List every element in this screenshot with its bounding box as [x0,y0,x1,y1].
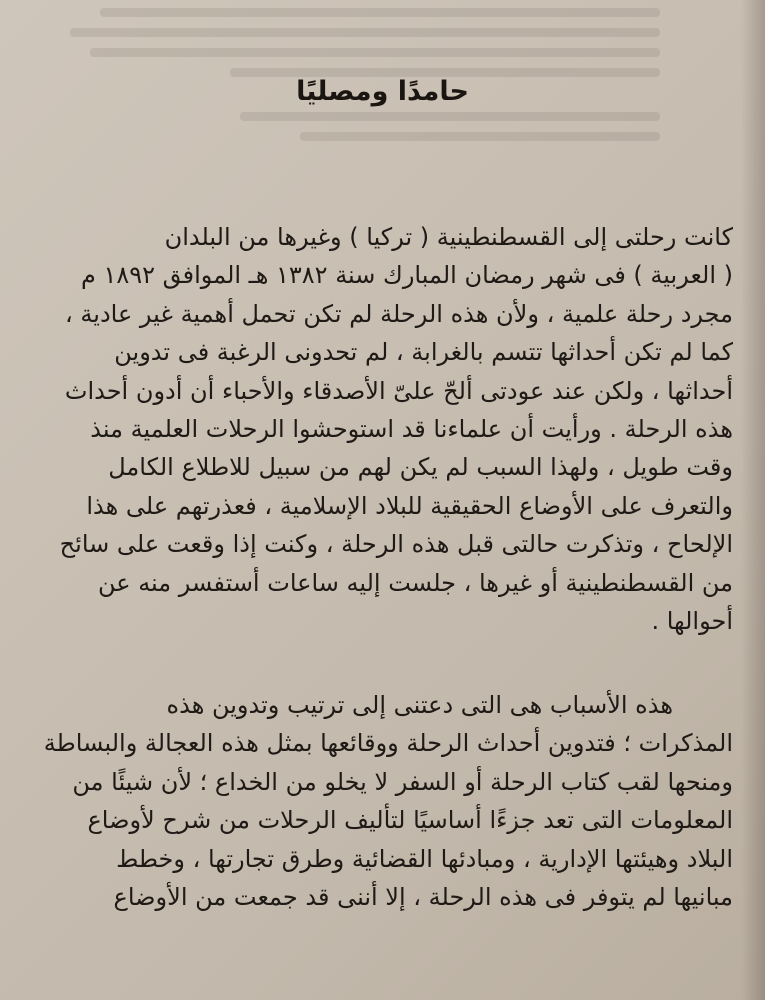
text-line: مجرد رحلة علمية ، ولأن هذه الرحلة لم تكن تحمل أهمية غير عادية ، [65,299,733,328]
text-line: من القسطنطينية أو غيرها ، جلست إليه ساعات أستفسر منه عن [97,568,733,597]
paragraph-1 [43,218,733,640]
bleed-line [240,112,660,121]
text-line: كانت رحلتى إلى القسطنطينية ( تركيا ) وغيرها من البلدان [164,223,733,251]
text-line: هذه الرحلة . ورأيت أن علماءنا قد استوحشوا الرحلات العلمية منذ [90,414,733,443]
bleed-line [300,132,660,141]
text-line: ( العربية ) فى شهر رمضان المبارك سنة ١٣٨٢ هـ الموافق ١٨٩٢ م [80,261,733,290]
text-line: البلاد وهيئتها الإدارية ، ومبادئها القضائية وطرق تجارتها ، وخطط [116,844,733,873]
text-line: الإلحاح ، وتذكرت حالتى قبل هذه الرحلة ، وكنت إذا وقعت على سائح [59,530,733,559]
text-line: هذه الأسباب هى التى دعتنى إلى ترتيب وتدوين هذه [166,691,673,719]
text-line: وقت طويل ، ولهذا السبب لم يكن لهم من سبيل للاطلاع الكامل [108,453,733,482]
text-line: ومنحها لقب كتاب الرحلة أو السفر لا يخلو من الخداع ؛ لأن شيئًا من [72,767,733,796]
bleed-line [70,28,660,37]
page-heading: حامدًا ومصليًا [296,76,469,107]
text-line: المعلومات التى تعد جزءًا أساسيًا لتأليف الرحلات من شرح لأوضاع [87,806,733,835]
bleed-through-text [60,0,660,150]
text-line: والتعرف على الأوضاع الحقيقية للبلاد الإسلامية ، فعذرتهم على هذا [86,491,733,520]
text-line: مبانيها لم يتوفر فى هذه الرحلة ، إلا أننى قد جمعت من الأوضاع [113,882,733,911]
text-line: أحداثها ، ولكن عند عودتى ألحّ علىّ الأصدقاء والأحباء أن أدون أحداث [64,376,733,405]
paragraph-2 [43,686,733,916]
bleed-line [100,8,660,17]
text-line: كما لم تكن أحداثها تتسم بالغرابة ، لم تحدونى الرغبة فى تدوين [114,338,733,367]
bleed-line [90,48,660,57]
page-edge-shadow [741,0,765,1000]
text-line: أحوالها . [651,606,733,635]
text-line: المذكرات ؛ فتدوين أحداث الرحلة ووقائعها بمثل هذه العجالة والبساطة [43,729,733,758]
